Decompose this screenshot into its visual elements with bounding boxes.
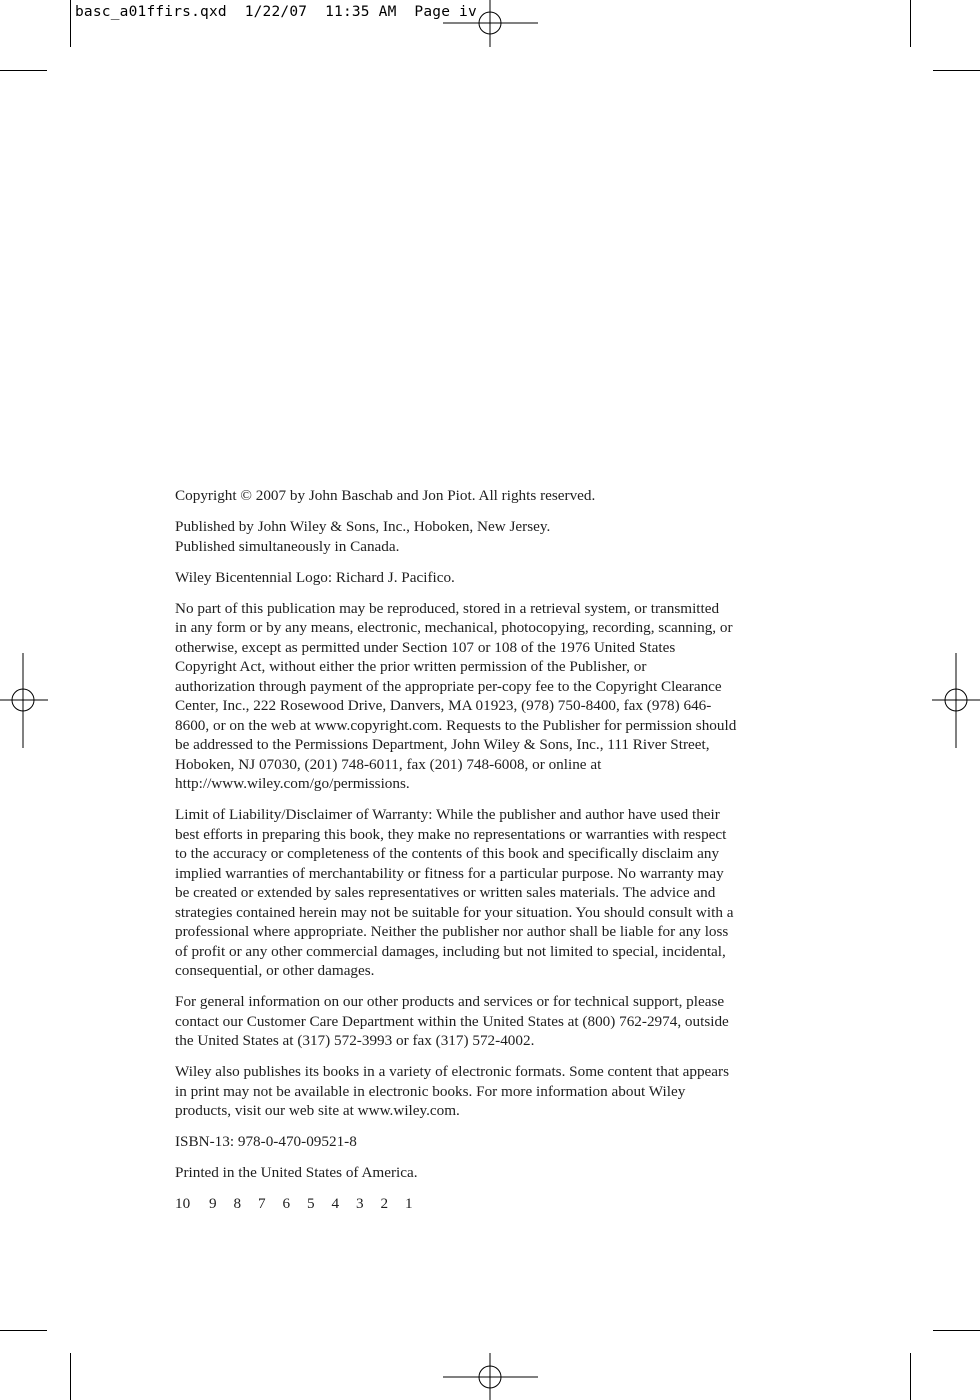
published-canada: Published simultaneously in Canada. <box>175 537 400 555</box>
liability-line: to the accuracy or completeness of the contents of this book and specifically disclaim any <box>175 845 720 862</box>
liability-line: strategies contained herein may not be suitable for your situation. You should consult with a <box>175 903 734 921</box>
logo-credit: Wiley Bicentennial Logo: Richard J. Pacifico. <box>175 568 455 586</box>
crop-mark-top-left-horizontal <box>0 70 47 71</box>
permissions-line: No part of this publication may be reproduced, stored in a retrieval system, or transmitted <box>175 599 720 617</box>
printing-number: 3 <box>356 1195 364 1212</box>
liability-line: Limit of Liability/Disclaimer of Warranty: While the publisher and author have used their <box>175 806 720 823</box>
crop-mark-bottom-left-vertical <box>70 1353 71 1400</box>
printing-number: 5 <box>307 1195 315 1212</box>
permissions-line: Copyright Act, without either the prior written permission of the Publisher, or <box>175 658 647 675</box>
crop-mark-bottom-right-horizontal <box>933 1330 980 1331</box>
formats-line: Wiley also publishes its books in a variety of electronic formats. Some content that appears <box>175 1063 730 1080</box>
crop-mark-bottom-left-horizontal <box>0 1330 47 1331</box>
printing-numbers <box>175 1194 815 1214</box>
permissions-line: 8600, or on the web at www.copyright.com. Requests to the Publisher for permission should <box>175 716 737 734</box>
crop-mark-top-right-vertical <box>910 0 911 47</box>
liability-line: best efforts in preparing this book, they make no representations or warranties with respect <box>175 825 727 843</box>
formats-line: in print may not be available in electronic books. For more information about Wiley <box>175 1082 686 1100</box>
slug-date: 1/22/07 <box>244 4 308 20</box>
liability-line: consequential, or other damages. <box>175 962 375 979</box>
printing-number: 4 <box>331 1195 340 1212</box>
registration-mark-bottom <box>443 1353 538 1400</box>
support-line: For general information on our other products and services or for technical support, please <box>175 993 725 1010</box>
copyright-block <box>175 486 815 1225</box>
permissions-line: authorization through payment of the appropriate per-copy fee to the Copyright Clearance <box>175 677 722 695</box>
liability-paragraph <box>175 805 815 981</box>
slug-page: Page iv <box>414 4 477 20</box>
publisher-info <box>175 517 815 556</box>
printing-number: 2 <box>380 1195 389 1212</box>
copyright-statement: Copyright © 2007 by John Baschab and Jon Piot. All rights reserved. <box>175 487 596 504</box>
support-line: the United States at (317) 572-3993 or fax (317) 572-4002. <box>175 1032 535 1049</box>
permissions-line: otherwise, except as permitted under Section 107 or 108 of the 1976 United States <box>175 638 676 656</box>
permissions-line: Center, Inc., 222 Rosewood Drive, Danvers, MA 01923, (978) 750-8400, fax (978) 646- <box>175 697 712 714</box>
permissions-paragraph <box>175 599 815 794</box>
liability-line: implied warranties of merchantability or fitness for a particular purpose. No warranty may <box>175 864 724 882</box>
printed-in: Printed in the United States of America. <box>175 1164 418 1181</box>
permissions-line: in any form or by any means, electronic, mechanical, photocopying, recording, scanning, or <box>175 619 733 636</box>
printing-number: 10 <box>175 1195 191 1212</box>
registration-mark-right <box>932 653 980 748</box>
registration-mark-top <box>443 0 538 48</box>
slug-line <box>75 4 477 20</box>
crop-mark-bottom-right-vertical <box>910 1353 911 1400</box>
slug-time: 11:35 AM <box>325 4 397 20</box>
permissions-line: be addressed to the Permissions Department, John Wiley & Sons, Inc., 111 River Street, <box>175 736 710 753</box>
formats-paragraph <box>175 1062 815 1121</box>
printing-number: 6 <box>282 1195 291 1212</box>
isbn: ISBN-13: 978-0-470-09521-8 <box>175 1133 357 1150</box>
liability-line: of profit or any other commercial damages, including but not limited to special, incidental, <box>175 942 726 960</box>
printing-number: 1 <box>405 1195 413 1212</box>
liability-line: be created or extended by sales representatives or written sales materials. The advice and <box>175 884 716 901</box>
printing-number: 7 <box>258 1195 266 1212</box>
registration-mark-left <box>0 653 48 748</box>
crop-mark-top-left-vertical <box>70 0 71 47</box>
slug-filename: basc_a01ffirs.qxd <box>75 4 227 20</box>
printing-number: 9 <box>209 1195 217 1212</box>
crop-mark-top-right-horizontal <box>933 70 980 71</box>
formats-line: products, visit our web site at www.wiley.com. <box>175 1102 460 1119</box>
support-line: contact our Customer Care Department within the United States at (800) 762-2974, outside <box>175 1012 729 1030</box>
permissions-line: http://www.wiley.com/go/permissions. <box>175 775 410 792</box>
support-paragraph <box>175 992 815 1051</box>
permissions-line: Hoboken, NJ 07030, (201) 748-6011, fax (201) 748-6008, or online at <box>175 755 602 773</box>
printing-number: 8 <box>233 1195 242 1212</box>
published-by: Published by John Wiley & Sons, Inc., Hoboken, New Jersey. <box>175 518 551 535</box>
liability-line: professional where appropriate. Neither the publisher nor author shall be liable for any loss <box>175 923 729 940</box>
